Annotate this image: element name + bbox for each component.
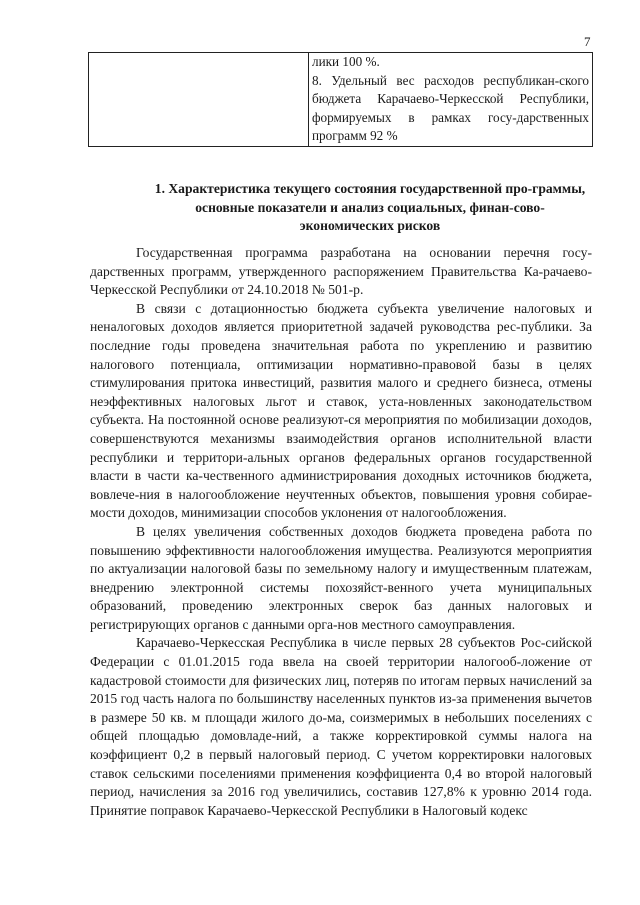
continued-table xyxy=(88,52,593,147)
body-text xyxy=(90,244,592,820)
table-line: лики 100 %. xyxy=(312,54,380,69)
paragraph: В связи с дотационностью бюджета субъекта увеличение налоговых и неналоговых доходов является приоритетной задачей руководства рес-публики. За последние годы проведена значительная работа по укреплению и развитию налогового потенциала, оптимизации нормативно-правовой базы в целях стимулирования притока инвестиций, развития малого и среднего бизнеса, отмены неэффективных налоговых льгот и ставок, уста-новленных законодательством субъекта. На постоянной основе реализуют-ся мероприятия по мобилизации доходов, совершенствуются механизмы взаимодействия органов исполнительной власти республики и территори-альных органов федеральных органов государственной власти в части ка-чественного администрирования доходных источников бюджета, вовлече-ния в налогообложение неучтенных объектов, повышения уровня собирае-мости доходов, минимизации способов уклонения от налогообложения. xyxy=(90,300,592,521)
paragraph: В целях увеличения собственных доходов бюджета проведена работа по повышению эффективности налогообложения имущества. Реализуются мероприятия по актуализации налоговой базы по земельному налогу и имущественным платежам, внедрению электронной системы похозяйст-венного учета муниципальных образований, проведению электронных сверок баз данных налоговых и регистрирующих органов с данными орга-нов местного самоуправления. xyxy=(90,523,592,632)
table-cell-content xyxy=(309,53,593,147)
table-cell-empty xyxy=(89,53,309,147)
paragraph: Государственная программа разработана на основании перечня госу-дарственных программ, утвержденного распоряжением Правительства Ка-рачаево-Черкесской Республики от 24.10.2018 № 501-р. xyxy=(90,245,592,298)
section-heading: 1. Характеристика текущего состояния государственной про-граммы, основные показатели и анализ социальных, финан-сово-экономических рисков xyxy=(154,181,586,233)
table-line: 8. Удельный вес расходов республикан-ского бюджета Карачаево-Черкесской Республики, формируемых в рамках госу-дарственных программ 92 % xyxy=(312,72,589,144)
paragraph: Карачаево-Черкесская Республика в числе первых 28 субъектов Рос-сийской Федерации с 01.01.2015 года ввела на своей территории налогооб-ложение от кадастровой стоимости для физических лиц, потеряв по итогам первых начислений за 2015 год часть налога по большинству населенных пунктов из-за применения вычетов в размере 50 кв. м площади жилого до-ма, соизмеримых в небольших поселениях с общей площадью домовладе-ний, а также корректировкой суммы налога на коэффициент 0,2 в первый налоговый период. С учетом корректировки налоговых ставок сельскими поселениями применения коэффициента 0,4 во второй налоговый период, начисления за 2016 год увеличились, составив 127,8% к уровню 2014 года. Принятие поправок Карачаево-Черкесской Республики в Налоговый кодекс xyxy=(90,635,592,818)
table-row xyxy=(89,53,593,147)
page-number: 7 xyxy=(584,34,591,49)
